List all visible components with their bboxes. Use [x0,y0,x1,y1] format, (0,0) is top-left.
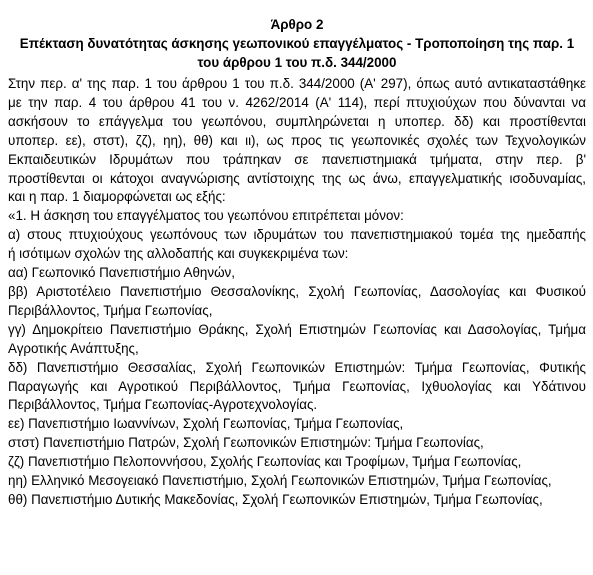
article-body [8,75,586,510]
document-page [8,15,586,510]
text-line: ή ισότιμων σχολών της αλλοδαπής και συγκεκριμένα των: [8,246,349,262]
text-line: Εκπαιδευτικών Ιδρυμάτων που τράπηκαν σε πανεπιστημιακά τμήματα, στην περ. β' [8,151,586,167]
article-title-line-2: του άρθρου 1 του π.δ. 344/2000 [197,55,397,70]
article-title-line-1: Επέκταση δυνατότητας άσκησης γεωπονικού επαγγέλματος - Τροποποίηση της παρ. 1 [19,36,575,51]
article-number: Άρθρο 2 [270,17,324,32]
text-line: στστ) Πανεπιστήμιο Πατρών, Σχολή Γεωπονικών Επιστημών: Τμήμα Γεωπονίας, [8,435,484,451]
text-line: ασκήσουν το επάγγελμα του γεωπόνου, συμπληρώνεται η υποπερ. δδ) και προστίθενται [8,113,586,129]
text-line: προστίθενται οι κάτοχοι αναγνώρισης αντίστοιχης της ως άνω, επαγγελματικής ισοδυναμίας, [8,170,586,186]
text-line: αα) Γεωπονικό Πανεπιστήμιο Αθηνών, [8,265,235,281]
text-line: γγ) Δημοκρίτειο Πανεπιστήμιο Θράκης, Σχολή Επιστημών Γεωπονίας και Δασολογίας, Τμήμα [8,321,586,337]
text-line: δδ) Πανεπιστήμιο Θεσσαλίας, Σχολή Γεωπονικών Επιστημών: Τμήμα Γεωπονίας, Φυτικής [8,359,586,375]
text-line: α) στους πτυχιούχους γεωπόνους των ιδρυμάτων του πανεπιστημιακού τομέα της ημεδαπής [8,227,586,243]
text-line: Περιβάλλοντος, Τμήμα Γεωπονίας-Αγροτεχνολογίας. [8,397,318,413]
text-line: Περιβάλλοντος, Τμήμα Γεωπονίας, [8,302,213,318]
text-line: ηη) Ελληνικό Μεσογειακό Πανεπιστήμιο, Σχολή Γεωπονικών Επιστημών, Τμήμα Γεωπονίας, [8,473,552,489]
text-line: και η παρ. 1 διαμορφώνεται ως εξής: [8,189,226,205]
text-line: με την παρ. 4 του άρθρου 41 του ν. 4262/2014 (Α' 114), περί πτυχιούχων που δύνανται να [8,94,586,110]
text-line: ββ) Αριστοτέλειο Πανεπιστήμιο Θεσσαλονίκης, Σχολή Γεωπονίας, Δασολογίας και Φυσικού [8,283,586,299]
text-line: «1. Η άσκηση του επαγγέλματος του γεωπόνου επιτρέπεται μόνον: [8,208,404,224]
text-line: εε) Πανεπιστήμιο Ιωαννίνων, Σχολή Γεωπονίας, Τμήμα Γεωπονίας, [8,416,404,432]
text-line: Αγροτικής Ανάπτυξης, [8,340,139,356]
text-line: υποπερ. εε), στστ), ζζ), ηη), θθ) και ιι), ως προς τις γεωπονικές σχολές των Τεχνολογικών [8,132,586,148]
text-line: Παραγωγής και Αγροτικού Περιβάλλοντος, Τμήμα Γεωπονίας, Ιχθυολογίας και Υδάτινου [8,378,586,394]
text-line: Στην περ. α' της παρ. 1 του άρθρου 1 του π.δ. 344/2000 (Α' 297), όπως αυτό αντικαταστάθηκε [8,76,586,91]
text-line: θθ) Πανεπιστήμιο Δυτικής Μακεδονίας, Σχολή Γεωπονικών Επιστημών, Τμήμα Γεωπονίας, [8,491,543,507]
text-line: ζζ) Πανεπιστήμιο Πελοποννήσου, Σχολής Γεωπονίας και Τροφίμων, Τμήμα Γεωπονίας, [8,454,522,470]
